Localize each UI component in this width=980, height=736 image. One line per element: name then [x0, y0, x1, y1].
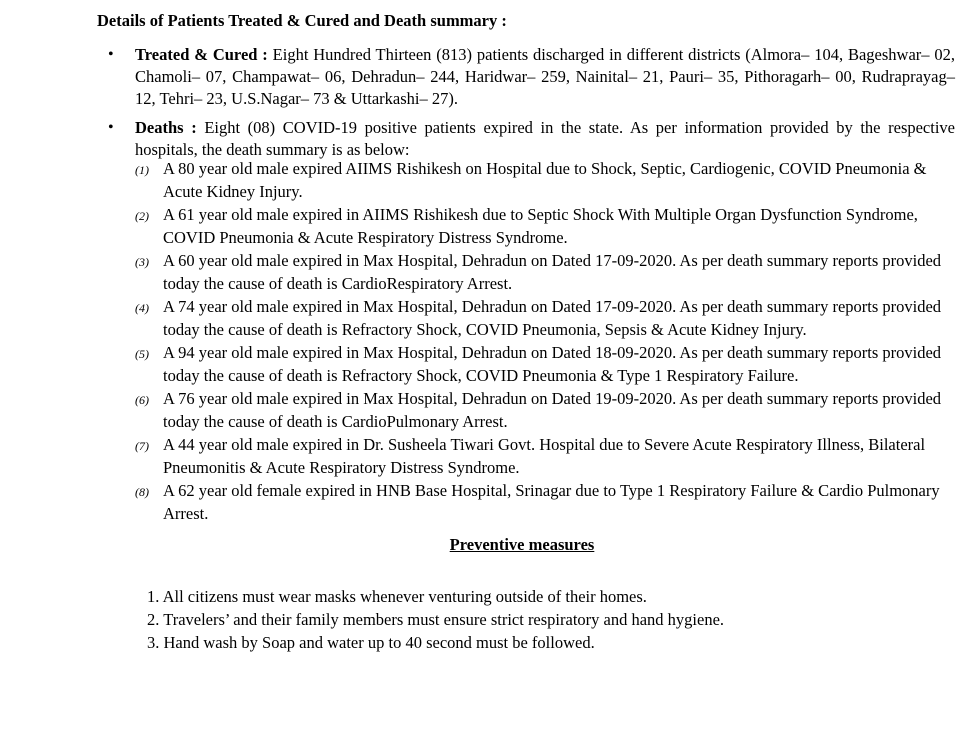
deaths-paragraph [108, 117, 955, 161]
bullet-icon: • [108, 119, 114, 136]
treated-cured-label: Treated & Cured : [135, 45, 268, 64]
death-item-text: A 80 year old male expired AIIMS Rishikesh on Hospital due to Shock, Septic, Cardiogenic, COVID Pneumonia & Acute Kidney Injury. [163, 159, 927, 201]
death-item-number: (7) [135, 439, 149, 453]
preventive-item: 2. Travelers’ and their family members must ensure strict respiratory and hand hygiene. [147, 610, 725, 629]
death-item-number: (2) [135, 209, 149, 223]
preventive-item: 3. Hand wash by Soap and water up to 40 second must be followed. [147, 633, 595, 652]
death-item-number: (8) [135, 485, 149, 499]
death-item [135, 296, 965, 341]
preventive-item: 1. All citizens must wear masks whenever venturing outside of their homes. [147, 587, 647, 606]
death-item [135, 158, 965, 203]
deaths-label: Deaths : [135, 118, 197, 137]
death-item-text: A 74 year old male expired in Max Hospital, Dehradun on Dated 17-09-2020. As per death summary reports provided today the cause of death is Refractory Shock, COVID Pneumonia, Sepsis & Acute Kidney Injury. [163, 297, 942, 339]
death-summary-list [135, 158, 965, 526]
deaths-text: Eight (08) COVID-19 positive patients expired in the state. As per information provided by the respective hospitals, the death summary is as below: [135, 118, 955, 159]
death-item [135, 342, 965, 387]
treated-cured-text: Eight Hundred Thirteen (813) patients discharged in different districts (Almora– 104, Bageshwar– 02, Chamoli– 07, Champawat– 06, Dehradun– 244, Haridwar– 259, Nainital– 21, Pauri– 35, Pithoragarh– 00, Rudraprayag– 12, Tehri– 23, U.S.Nagar– 73 & Uttarkashi– 27). [135, 45, 955, 108]
bullet-icon: • [108, 46, 114, 63]
death-item-text: A 44 year old male expired in Dr. Susheela Tiwari Govt. Hospital due to Severe Acute Respiratory Illness, Bilateral Pneumonitis & Acute Respiratory Distress Syndrome. [163, 435, 926, 477]
death-item [135, 204, 965, 249]
death-item [135, 480, 965, 525]
death-item-number: (4) [135, 301, 149, 315]
death-item-number: (6) [135, 393, 149, 407]
preventive-measures-list [147, 585, 947, 654]
treated-cured-paragraph [108, 44, 955, 110]
death-item-number: (1) [135, 163, 149, 177]
preventive-measures-title: Preventive measures [449, 535, 595, 554]
death-item-number: (3) [135, 255, 149, 269]
death-item [135, 434, 965, 479]
section-heading: Details of Patients Treated & Cured and Death summary : [97, 11, 507, 30]
death-item [135, 250, 965, 295]
death-item-text: A 62 year old female expired in HNB Base Hospital, Srinagar due to Type 1 Respiratory Failure & Cardio Pulmonary Arrest. [163, 481, 940, 523]
death-item-text: A 60 year old male expired in Max Hospital, Dehradun on Dated 17-09-2020. As per death summary reports provided today the cause of death is CardioRespiratory Arrest. [163, 251, 942, 293]
death-item-text: A 61 year old male expired in AIIMS Rishikesh due to Septic Shock With Multiple Organ Dysfunction Syndrome, COVID Pneumonia & Acute Respiratory Distress Syndrome. [163, 205, 918, 247]
death-item-text: A 94 year old male expired in Max Hospital, Dehradun on Dated 18-09-2020. As per death summary reports provided today the cause of death is Refractory Shock, COVID Pneumonia & Type 1 Respiratory Failure. [163, 343, 942, 385]
death-item [135, 388, 965, 433]
death-item-text: A 76 year old male expired in Max Hospital, Dehradun on Dated 19-09-2020. As per death summary reports provided today the cause of death is CardioPulmonary Arrest. [163, 389, 942, 431]
death-item-number: (5) [135, 347, 149, 361]
